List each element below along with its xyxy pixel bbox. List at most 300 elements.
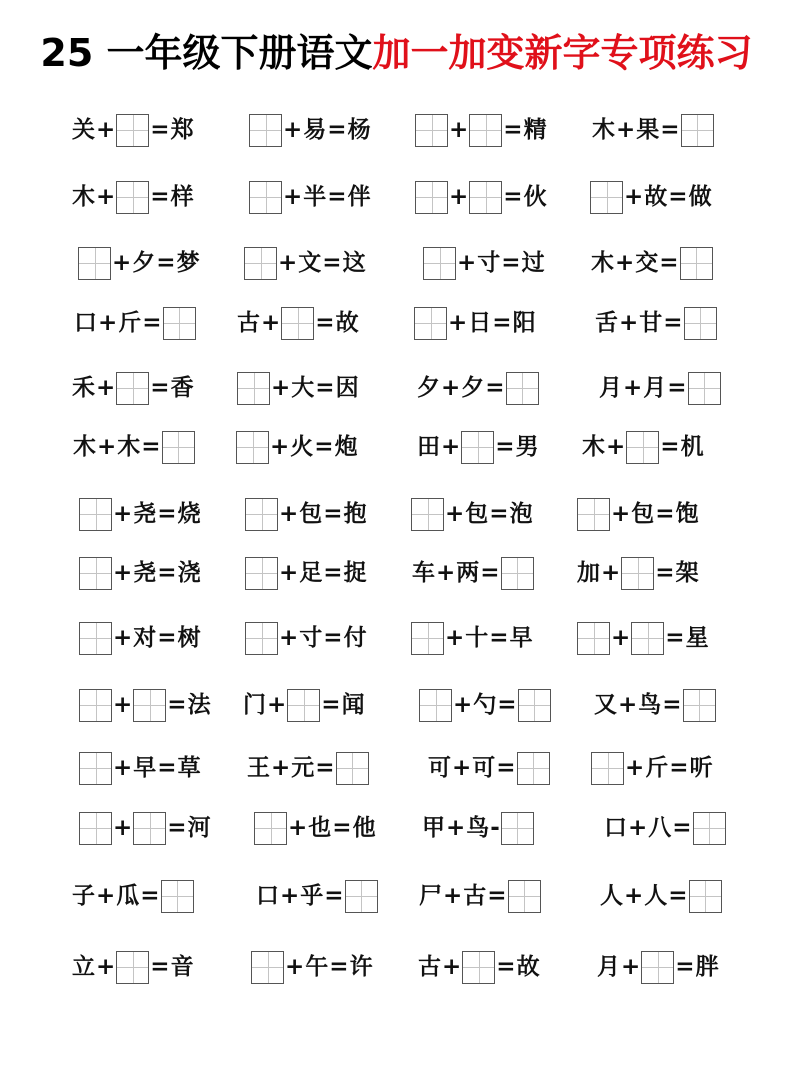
character: 饱 xyxy=(675,501,699,527)
plus-sign: + xyxy=(278,250,298,276)
character: 过 xyxy=(521,250,545,276)
plus-sign: + xyxy=(271,375,291,401)
character: 树 xyxy=(177,625,201,651)
character: 木 xyxy=(582,434,605,460)
equals-sign: = xyxy=(480,560,500,586)
answer-box[interactable] xyxy=(626,431,659,464)
equals-sign: = xyxy=(503,117,523,143)
equals-sign: = xyxy=(141,434,161,460)
exercise-item xyxy=(592,112,714,148)
answer-box[interactable] xyxy=(245,622,278,655)
character: 样 xyxy=(170,184,194,210)
equals-sign: = xyxy=(156,250,176,276)
character: 木 xyxy=(592,117,615,143)
plus-sign: + xyxy=(96,883,116,909)
character: 尧 xyxy=(133,501,157,527)
answer-box[interactable] xyxy=(245,498,278,531)
plus-sign: + xyxy=(271,755,291,781)
answer-box[interactable] xyxy=(411,498,444,531)
answer-box[interactable] xyxy=(79,557,112,590)
character: 人 xyxy=(600,883,623,909)
exercise-item xyxy=(245,496,367,532)
answer-box[interactable] xyxy=(689,880,722,913)
character: 香 xyxy=(170,375,194,401)
character: 两 xyxy=(456,560,480,586)
character: 勺 xyxy=(473,692,497,718)
answer-box[interactable] xyxy=(133,812,166,845)
exercise-item xyxy=(414,305,536,341)
plus-sign: + xyxy=(113,755,133,781)
exercise-item xyxy=(412,555,534,591)
plus-sign: + xyxy=(611,625,631,651)
character: 古 xyxy=(237,310,260,336)
character: 星 xyxy=(685,625,709,651)
plus-sign: + xyxy=(606,434,626,460)
plus-sign: + xyxy=(619,310,639,336)
character: 月 xyxy=(599,375,622,401)
exercise-item xyxy=(590,179,712,215)
answer-box[interactable] xyxy=(462,951,495,984)
answer-box[interactable] xyxy=(501,812,534,845)
answer-box[interactable] xyxy=(244,247,277,280)
equals-sign: = xyxy=(668,184,688,210)
plus-sign: + xyxy=(624,184,644,210)
exercise-item xyxy=(422,810,534,846)
character: 炮 xyxy=(334,434,358,460)
plus-sign: + xyxy=(279,560,299,586)
exercise-item xyxy=(411,496,533,532)
exercise-item xyxy=(79,687,211,723)
equals-sign: = xyxy=(140,883,160,909)
character: 男 xyxy=(515,434,539,460)
plus-sign: + xyxy=(445,625,465,651)
character: 杨 xyxy=(347,117,371,143)
plus-sign: + xyxy=(441,375,461,401)
plus-sign: + xyxy=(113,560,133,586)
exercise-item xyxy=(415,112,547,148)
answer-box[interactable] xyxy=(79,812,112,845)
character: 河 xyxy=(187,815,211,841)
answer-box[interactable] xyxy=(590,181,623,214)
plus-sign: + xyxy=(97,434,117,460)
minus-sign: - xyxy=(490,815,500,841)
character: 火 xyxy=(290,434,314,460)
answer-box[interactable] xyxy=(688,372,721,405)
answer-box[interactable] xyxy=(245,557,278,590)
character: 包 xyxy=(631,501,655,527)
character: 子 xyxy=(72,883,95,909)
answer-box[interactable] xyxy=(415,181,448,214)
exercise-item xyxy=(244,245,366,281)
exercise-item xyxy=(577,620,709,656)
character: 半 xyxy=(303,184,327,210)
character: 故 xyxy=(516,954,540,980)
equals-sign: = xyxy=(157,560,177,586)
plus-sign: + xyxy=(457,250,477,276)
equals-sign: = xyxy=(497,692,517,718)
answer-box[interactable] xyxy=(461,431,494,464)
answer-box[interactable] xyxy=(423,247,456,280)
equals-sign: = xyxy=(150,375,170,401)
plus-sign: + xyxy=(442,954,462,980)
exercise-item xyxy=(79,620,201,656)
character: 浇 xyxy=(177,560,201,586)
plus-sign: + xyxy=(267,692,287,718)
plus-sign: + xyxy=(113,625,133,651)
answer-box[interactable] xyxy=(116,951,149,984)
character: 包 xyxy=(465,501,489,527)
character: 尧 xyxy=(133,560,157,586)
character: 车 xyxy=(412,560,435,586)
plus-sign: + xyxy=(283,184,303,210)
answer-box[interactable] xyxy=(336,752,369,785)
answer-box[interactable] xyxy=(518,689,551,722)
title-grade-part: 25 一年级下册语文 xyxy=(40,31,373,75)
equals-sign: = xyxy=(492,310,512,336)
equals-sign: = xyxy=(322,250,342,276)
character: 元 xyxy=(291,755,315,781)
character: 对 xyxy=(133,625,157,651)
answer-box[interactable] xyxy=(517,752,550,785)
answer-box[interactable] xyxy=(415,114,448,147)
equals-sign: = xyxy=(315,755,335,781)
character: 夕 xyxy=(461,375,485,401)
exercise-item xyxy=(79,555,201,591)
character: 鸟 xyxy=(638,692,662,718)
answer-box[interactable] xyxy=(591,752,624,785)
equals-sign: = xyxy=(323,625,343,651)
answer-box[interactable] xyxy=(79,498,112,531)
equals-sign: = xyxy=(314,434,334,460)
equals-sign: = xyxy=(315,375,335,401)
exercise-item xyxy=(599,370,721,406)
equals-sign: = xyxy=(315,310,335,336)
equals-sign: = xyxy=(501,250,521,276)
plus-sign: + xyxy=(628,815,648,841)
plus-sign: + xyxy=(113,501,133,527)
exercise-item xyxy=(597,949,719,985)
answer-box[interactable] xyxy=(683,689,716,722)
answer-box[interactable] xyxy=(469,181,502,214)
character: 闻 xyxy=(341,692,365,718)
answer-box[interactable] xyxy=(249,114,282,147)
character: 郑 xyxy=(170,117,194,143)
character: 木 xyxy=(72,184,95,210)
exercise-item xyxy=(256,878,378,914)
character: 舌 xyxy=(595,310,618,336)
character: 易 xyxy=(303,117,327,143)
answer-box[interactable] xyxy=(287,689,320,722)
character: 斤 xyxy=(118,310,142,336)
equals-sign: = xyxy=(668,883,688,909)
character: 寸 xyxy=(477,250,501,276)
equals-sign: = xyxy=(150,117,170,143)
plus-sign: + xyxy=(436,560,456,586)
answer-box[interactable] xyxy=(161,880,194,913)
exercise-item xyxy=(594,687,716,723)
plus-sign: + xyxy=(261,310,281,336)
plus-sign: + xyxy=(113,815,133,841)
character: 早 xyxy=(133,755,157,781)
answer-box[interactable] xyxy=(79,622,112,655)
answer-box[interactable] xyxy=(501,557,534,590)
plus-sign: + xyxy=(611,501,631,527)
character: 法 xyxy=(187,692,211,718)
plus-sign: + xyxy=(441,434,461,460)
character: 可 xyxy=(428,755,451,781)
plus-sign: + xyxy=(445,501,465,527)
character: 梦 xyxy=(176,250,200,276)
plus-sign: + xyxy=(283,117,303,143)
equals-sign: = xyxy=(667,375,687,401)
exercise-item xyxy=(78,245,200,281)
answer-box[interactable] xyxy=(641,951,674,984)
equals-sign: = xyxy=(503,184,523,210)
character: 捉 xyxy=(343,560,367,586)
exercise-item xyxy=(423,245,545,281)
equals-sign: = xyxy=(157,501,177,527)
exercise-item xyxy=(419,878,541,914)
answer-box[interactable] xyxy=(79,752,112,785)
exercise-item xyxy=(254,810,376,846)
plus-sign: + xyxy=(615,250,635,276)
equals-sign: = xyxy=(655,501,675,527)
answer-box[interactable] xyxy=(506,372,539,405)
equals-sign: = xyxy=(329,954,349,980)
character: 伙 xyxy=(523,184,547,210)
answer-box[interactable] xyxy=(419,689,452,722)
character: 人 xyxy=(644,883,668,909)
character: 文 xyxy=(298,250,322,276)
character: 禾 xyxy=(72,375,95,401)
character: 木 xyxy=(591,250,614,276)
exercise-item xyxy=(595,305,717,341)
character: 伴 xyxy=(347,184,371,210)
character: 加 xyxy=(577,560,600,586)
character: 斤 xyxy=(645,755,669,781)
answer-box[interactable] xyxy=(414,307,447,340)
exercise-item xyxy=(79,496,201,532)
plus-sign: + xyxy=(616,117,636,143)
equals-sign: = xyxy=(332,815,352,841)
plus-sign: + xyxy=(443,883,463,909)
character: 日 xyxy=(468,310,492,336)
character: 口 xyxy=(256,883,279,909)
equals-sign: = xyxy=(655,560,675,586)
answer-box[interactable] xyxy=(684,307,717,340)
answer-box[interactable] xyxy=(508,880,541,913)
character: 立 xyxy=(72,954,95,980)
plus-sign: + xyxy=(96,117,116,143)
equals-sign: = xyxy=(321,692,341,718)
character: 口 xyxy=(604,815,627,841)
character: 关 xyxy=(72,117,95,143)
character: 许 xyxy=(349,954,373,980)
equals-sign: = xyxy=(669,755,689,781)
character: 甲 xyxy=(422,815,445,841)
equals-sign: = xyxy=(495,434,515,460)
exercise-item xyxy=(72,878,194,914)
character: 也 xyxy=(308,815,332,841)
exercise-item xyxy=(419,687,551,723)
equals-sign: = xyxy=(150,954,170,980)
answer-box[interactable] xyxy=(78,247,111,280)
character: 木 xyxy=(73,434,96,460)
character: 机 xyxy=(680,434,704,460)
answer-box[interactable] xyxy=(163,307,196,340)
answer-box[interactable] xyxy=(116,372,149,405)
equals-sign: = xyxy=(157,625,177,651)
exercise-item xyxy=(582,429,704,465)
answer-box[interactable] xyxy=(237,372,270,405)
character: 故 xyxy=(335,310,359,336)
plus-sign: + xyxy=(618,692,638,718)
exercise-item xyxy=(72,370,194,406)
answer-box[interactable] xyxy=(469,114,502,147)
answer-box[interactable] xyxy=(281,307,314,340)
character: 月 xyxy=(643,375,667,401)
equals-sign: = xyxy=(496,954,516,980)
equals-sign: = xyxy=(660,117,680,143)
character: 瓜 xyxy=(116,883,140,909)
equals-sign: = xyxy=(167,692,187,718)
plus-sign: + xyxy=(446,815,466,841)
plus-sign: + xyxy=(449,184,469,210)
equals-sign: = xyxy=(665,625,685,651)
exercise-item xyxy=(237,370,359,406)
answer-box[interactable] xyxy=(254,812,287,845)
character: 胖 xyxy=(695,954,719,980)
exercise-item xyxy=(73,429,195,465)
character: 口 xyxy=(74,310,97,336)
character: 十 xyxy=(465,625,489,651)
answer-box[interactable] xyxy=(251,951,284,984)
plus-sign: + xyxy=(279,501,299,527)
exercise-item xyxy=(79,750,201,786)
exercise-item xyxy=(74,305,196,341)
character: 做 xyxy=(688,184,712,210)
equals-sign: = xyxy=(672,815,692,841)
exercise-item xyxy=(72,179,194,215)
character: 架 xyxy=(675,560,699,586)
character: 午 xyxy=(305,954,329,980)
character: 草 xyxy=(177,755,201,781)
plus-sign: + xyxy=(624,883,644,909)
character: 包 xyxy=(299,501,323,527)
exercise-item xyxy=(591,750,713,786)
equals-sign: = xyxy=(675,954,695,980)
title-topic-part: 加一加变新字专项练习 xyxy=(372,31,753,75)
equals-sign: = xyxy=(324,883,344,909)
answer-box[interactable] xyxy=(577,498,610,531)
character: 早 xyxy=(509,625,533,651)
answer-box[interactable] xyxy=(249,181,282,214)
character: 交 xyxy=(635,250,659,276)
answer-box[interactable] xyxy=(79,689,112,722)
exercise-item xyxy=(236,429,358,465)
plus-sign: + xyxy=(96,184,116,210)
character: 门 xyxy=(243,692,266,718)
equals-sign: = xyxy=(323,560,343,586)
character: 付 xyxy=(343,625,367,651)
equals-sign: = xyxy=(662,692,682,718)
exercise-item xyxy=(411,620,533,656)
exercise-item xyxy=(415,179,547,215)
equals-sign: = xyxy=(659,250,679,276)
plus-sign: + xyxy=(448,310,468,336)
character: 尸 xyxy=(419,883,442,909)
equals-sign: = xyxy=(663,310,683,336)
exercise-item xyxy=(600,878,722,914)
answer-box[interactable] xyxy=(577,622,610,655)
equals-sign: = xyxy=(485,375,505,401)
character: 故 xyxy=(644,184,668,210)
plus-sign: + xyxy=(280,883,300,909)
plus-sign: + xyxy=(113,692,133,718)
character: 音 xyxy=(170,954,194,980)
exercise-item xyxy=(249,179,371,215)
answer-box[interactable] xyxy=(621,557,654,590)
answer-box[interactable] xyxy=(680,247,713,280)
character: 大 xyxy=(291,375,315,401)
plus-sign: + xyxy=(621,954,641,980)
character: 古 xyxy=(418,954,441,980)
exercise-item xyxy=(72,949,194,985)
exercise-item xyxy=(72,112,194,148)
answer-box[interactable] xyxy=(133,689,166,722)
answer-box[interactable] xyxy=(116,181,149,214)
exercise-item xyxy=(243,687,365,723)
answer-box[interactable] xyxy=(162,431,195,464)
character: 这 xyxy=(342,250,366,276)
exercise-item xyxy=(577,496,699,532)
exercise-item xyxy=(591,245,713,281)
equals-sign: = xyxy=(487,883,507,909)
character: 夕 xyxy=(132,250,156,276)
exercise-item xyxy=(245,555,367,591)
character: 他 xyxy=(352,815,376,841)
answer-box[interactable] xyxy=(236,431,269,464)
equals-sign: = xyxy=(327,117,347,143)
equals-sign: = xyxy=(489,625,509,651)
character: 田 xyxy=(417,434,440,460)
equals-sign: = xyxy=(157,755,177,781)
answer-box[interactable] xyxy=(681,114,714,147)
plus-sign: + xyxy=(625,755,645,781)
character: 因 xyxy=(335,375,359,401)
character: 精 xyxy=(523,117,547,143)
answer-box[interactable] xyxy=(631,622,664,655)
answer-box[interactable] xyxy=(345,880,378,913)
character: 八 xyxy=(648,815,672,841)
exercise-item xyxy=(417,370,539,406)
answer-box[interactable] xyxy=(116,114,149,147)
plus-sign: + xyxy=(623,375,643,401)
plus-sign: + xyxy=(96,375,116,401)
equals-sign: = xyxy=(150,184,170,210)
plus-sign: + xyxy=(270,434,290,460)
exercise-item xyxy=(577,555,699,591)
character: 烧 xyxy=(177,501,201,527)
exercise-item xyxy=(604,810,726,846)
equals-sign: = xyxy=(660,434,680,460)
equals-sign: = xyxy=(496,755,516,781)
plus-sign: + xyxy=(285,954,305,980)
answer-box[interactable] xyxy=(693,812,726,845)
answer-box[interactable] xyxy=(411,622,444,655)
exercise-item xyxy=(417,429,539,465)
plus-sign: + xyxy=(98,310,118,336)
